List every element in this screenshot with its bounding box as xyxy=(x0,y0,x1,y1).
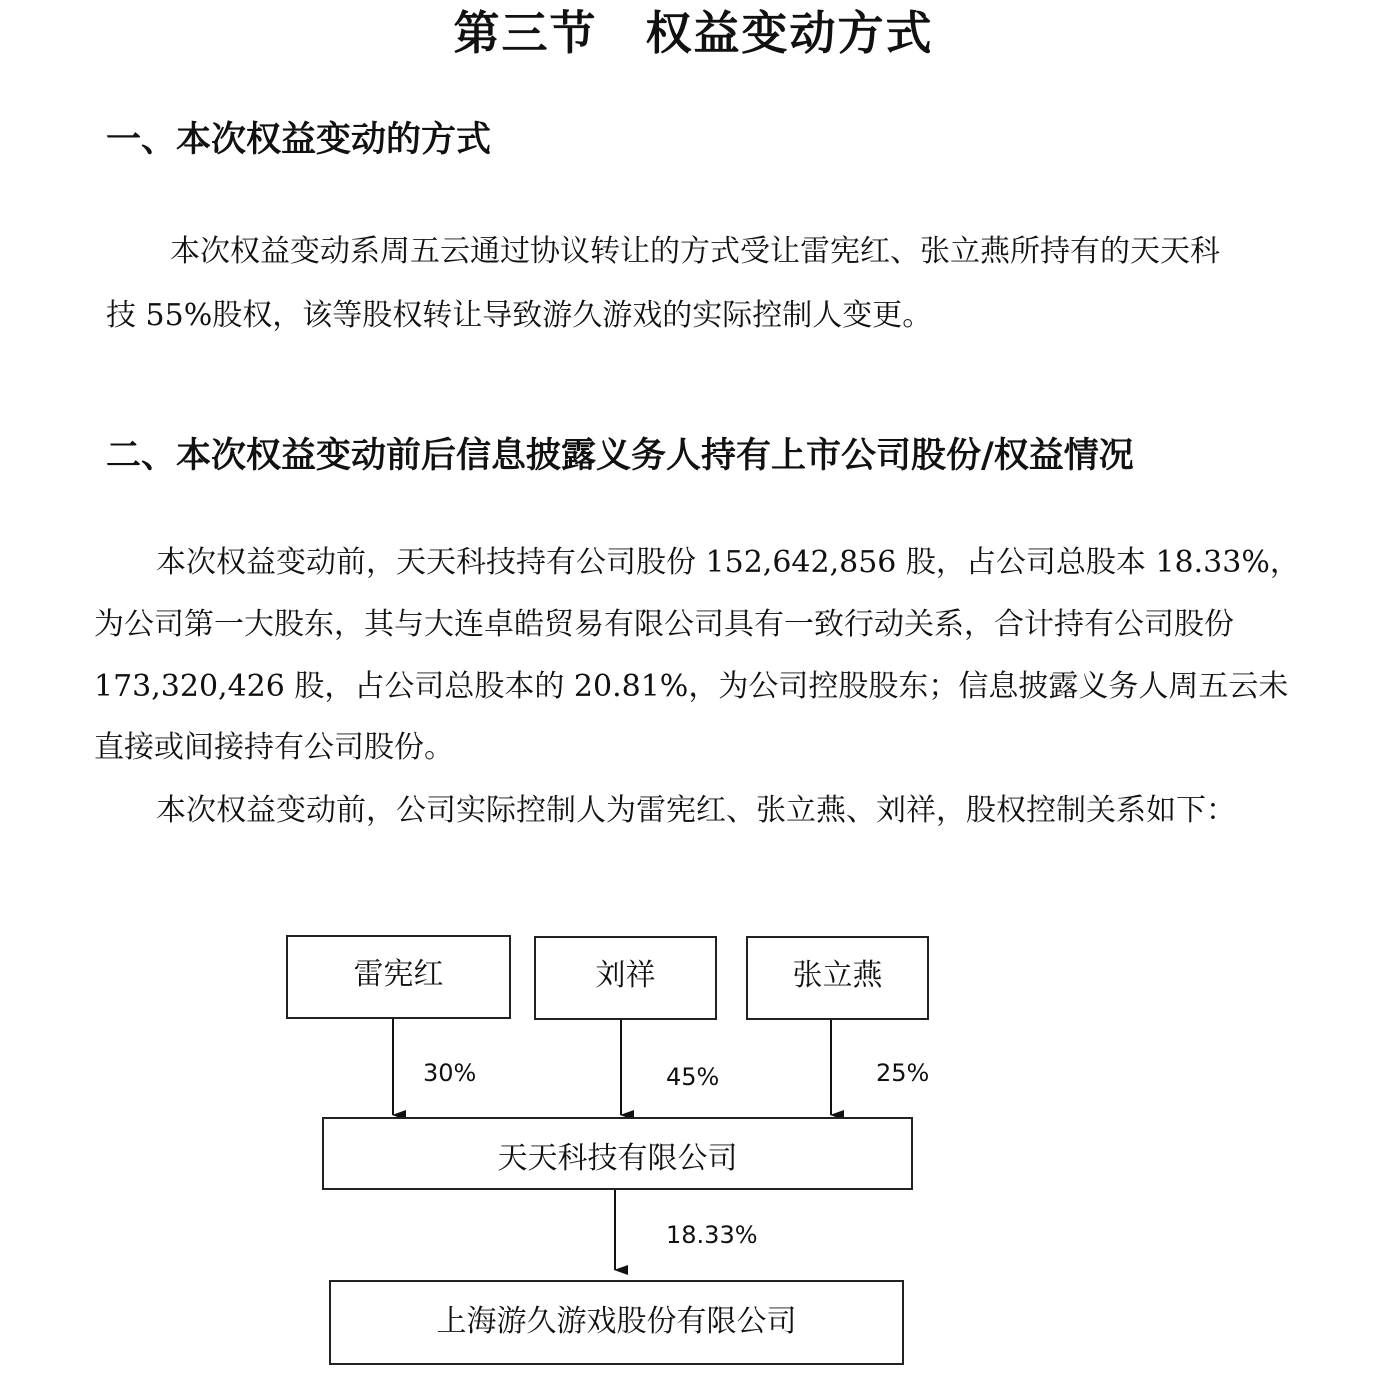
paragraph-line: 本次权益变动前，天天科技持有公司股份 152,642,856 股，占公司总股本 18.33%， xyxy=(156,545,1300,580)
listed-company-box xyxy=(329,1280,904,1365)
page-title: 第三节 权益变动方式 xyxy=(453,6,934,60)
paragraph-line: 直接或间接持有公司股份。 xyxy=(94,730,454,765)
holder-name: 刘祥 xyxy=(595,958,656,993)
paragraph-line: 为公司第一大股东，其与大连卓皓贸易有限公司具有一致行动关系，合计持有公司股份 xyxy=(94,607,1234,642)
holder-box-3 xyxy=(746,936,929,1020)
holder-box-1 xyxy=(286,935,511,1019)
holder-name: 雷宪红 xyxy=(353,957,444,992)
holder-2-percentage: 45% xyxy=(666,1063,720,1091)
middle-company-box xyxy=(322,1117,913,1190)
paragraph-line: 本次权益变动系周五云通过协议转让的方式受让雷宪红、张立燕所持有的天天科 xyxy=(170,234,1220,269)
holder-1-percentage: 30% xyxy=(423,1059,477,1087)
middle-company-name: 天天科技有限公司 xyxy=(497,1141,738,1176)
listed-company-name: 上海游久游戏股份有限公司 xyxy=(436,1304,797,1339)
paragraph-line: 技 55%股权，该等股权转让导致游久游戏的实际控制人变更。 xyxy=(106,298,933,333)
holder-name: 张立燕 xyxy=(792,958,883,993)
holder-box-2 xyxy=(534,936,717,1020)
paragraph-line: 173,320,426 股，占公司总股本的 20.81%，为公司控股股东；信息披露义务人周五云未 xyxy=(94,669,1289,704)
paragraph-line: 本次权益变动前，公司实际控制人为雷宪红、张立燕、刘祥，股权控制关系如下： xyxy=(156,793,1236,828)
middle-percentage: 18.33% xyxy=(666,1221,758,1249)
section-2-heading: 二、本次权益变动前后信息披露义务人持有上市公司股份/权益情况 xyxy=(106,436,1134,476)
section-1-heading: 一、本次权益变动的方式 xyxy=(106,120,492,160)
holder-3-percentage: 25% xyxy=(876,1059,930,1087)
